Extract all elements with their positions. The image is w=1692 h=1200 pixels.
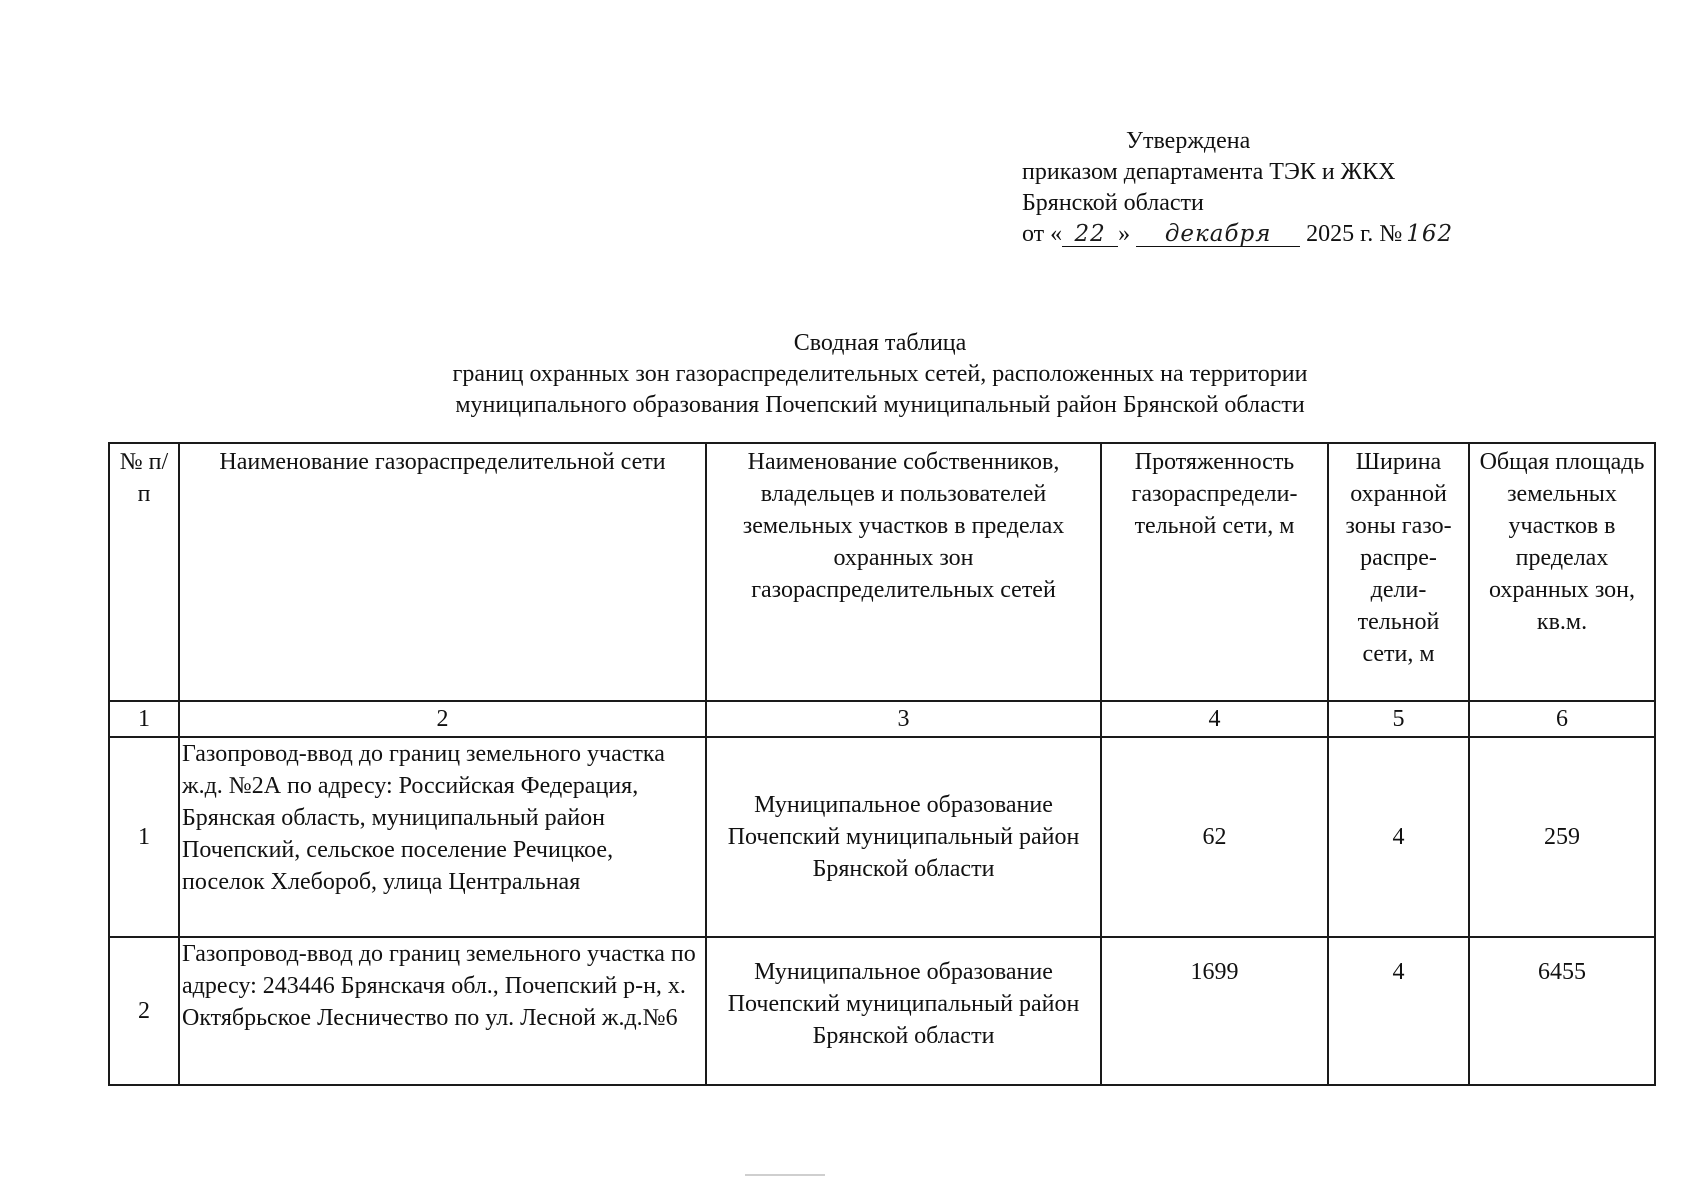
total-area: 6455 <box>1469 937 1655 1085</box>
column-number: 5 <box>1328 701 1469 737</box>
network-length: 1699 <box>1101 937 1328 1085</box>
date-prefix: от « <box>1022 221 1063 247</box>
owner-name: Муниципальное образование Почепский муниципальный район Брянской области <box>706 937 1101 1085</box>
total-area: 259 <box>1469 737 1655 937</box>
column-number: 4 <box>1101 701 1328 737</box>
header-length: Протяженность газораспредели-тельной сети, м <box>1101 443 1328 701</box>
summary-table <box>108 442 1656 1086</box>
network-name: Газопровод-ввод до границ земельного участка ж.д. №2А по адресу: Российская Федерация, Брянская область, муниципальный район Почепский, сельское поселение Речицкое, поселок Хлебороб, улица Центральная <box>179 737 706 937</box>
handwritten-order-number: 162 <box>1406 221 1454 247</box>
handwritten-month: декабря <box>1136 219 1300 250</box>
document-title <box>240 328 1520 421</box>
table-row <box>109 737 1655 937</box>
title-line-3: муниципального образования Почепский муниципальный район Брянской области <box>455 392 1305 418</box>
column-number-row <box>109 701 1655 737</box>
network-length: 62 <box>1101 737 1328 937</box>
order-number-sign: № <box>1379 221 1403 247</box>
date-quote-close: » <box>1118 221 1131 247</box>
table-header-row <box>109 443 1655 701</box>
header-zone-width: Ширина охранной зоны газо-распре-дели-тельной сети, м <box>1328 443 1469 701</box>
network-name: Газопровод-ввод до границ земельного участка по адресу: 243446 Брянскачя обл., Почепский р-н, х. Октябрьское Лесничество по ул. Лесной ж.д.№6 <box>179 937 706 1085</box>
approval-block <box>1022 126 1453 250</box>
title-line-1: Сводная таблица <box>793 330 967 356</box>
zone-width: 4 <box>1328 937 1469 1085</box>
owner-name: Муниципальное образование Почепский муниципальный район Брянской области <box>706 737 1101 937</box>
header-owners: Наименование собственников, владельцев и пользователей земельных участков в пределах охранных зон газораспределительных сетей <box>706 443 1101 701</box>
row-number: 2 <box>109 937 179 1085</box>
column-number: 2 <box>179 701 706 737</box>
column-number: 3 <box>706 701 1101 737</box>
header-total-area: Общая площадь земельных участков в пределах охранных зон, кв.м. <box>1469 443 1655 701</box>
row-number: 1 <box>109 737 179 937</box>
approval-title: Утверждена <box>1126 128 1251 154</box>
approval-date-line <box>1022 219 1453 250</box>
approval-issuer: приказом департамента ТЭК и ЖКХ <box>1022 159 1396 185</box>
column-number: 1 <box>109 701 179 737</box>
title-line-2: границ охранных зон газораспределительных сетей, расположенных на территории <box>452 361 1308 387</box>
scan-artifact <box>745 1174 825 1176</box>
table-row <box>109 937 1655 1085</box>
date-year: 2025 г. <box>1306 221 1374 247</box>
handwritten-day: 22 <box>1062 219 1118 250</box>
header-network-name: Наименование газораспределительной сети <box>179 443 706 701</box>
approval-region: Брянской области <box>1022 190 1204 216</box>
header-number: № п/п <box>109 443 179 701</box>
column-number: 6 <box>1469 701 1655 737</box>
zone-width: 4 <box>1328 737 1469 937</box>
